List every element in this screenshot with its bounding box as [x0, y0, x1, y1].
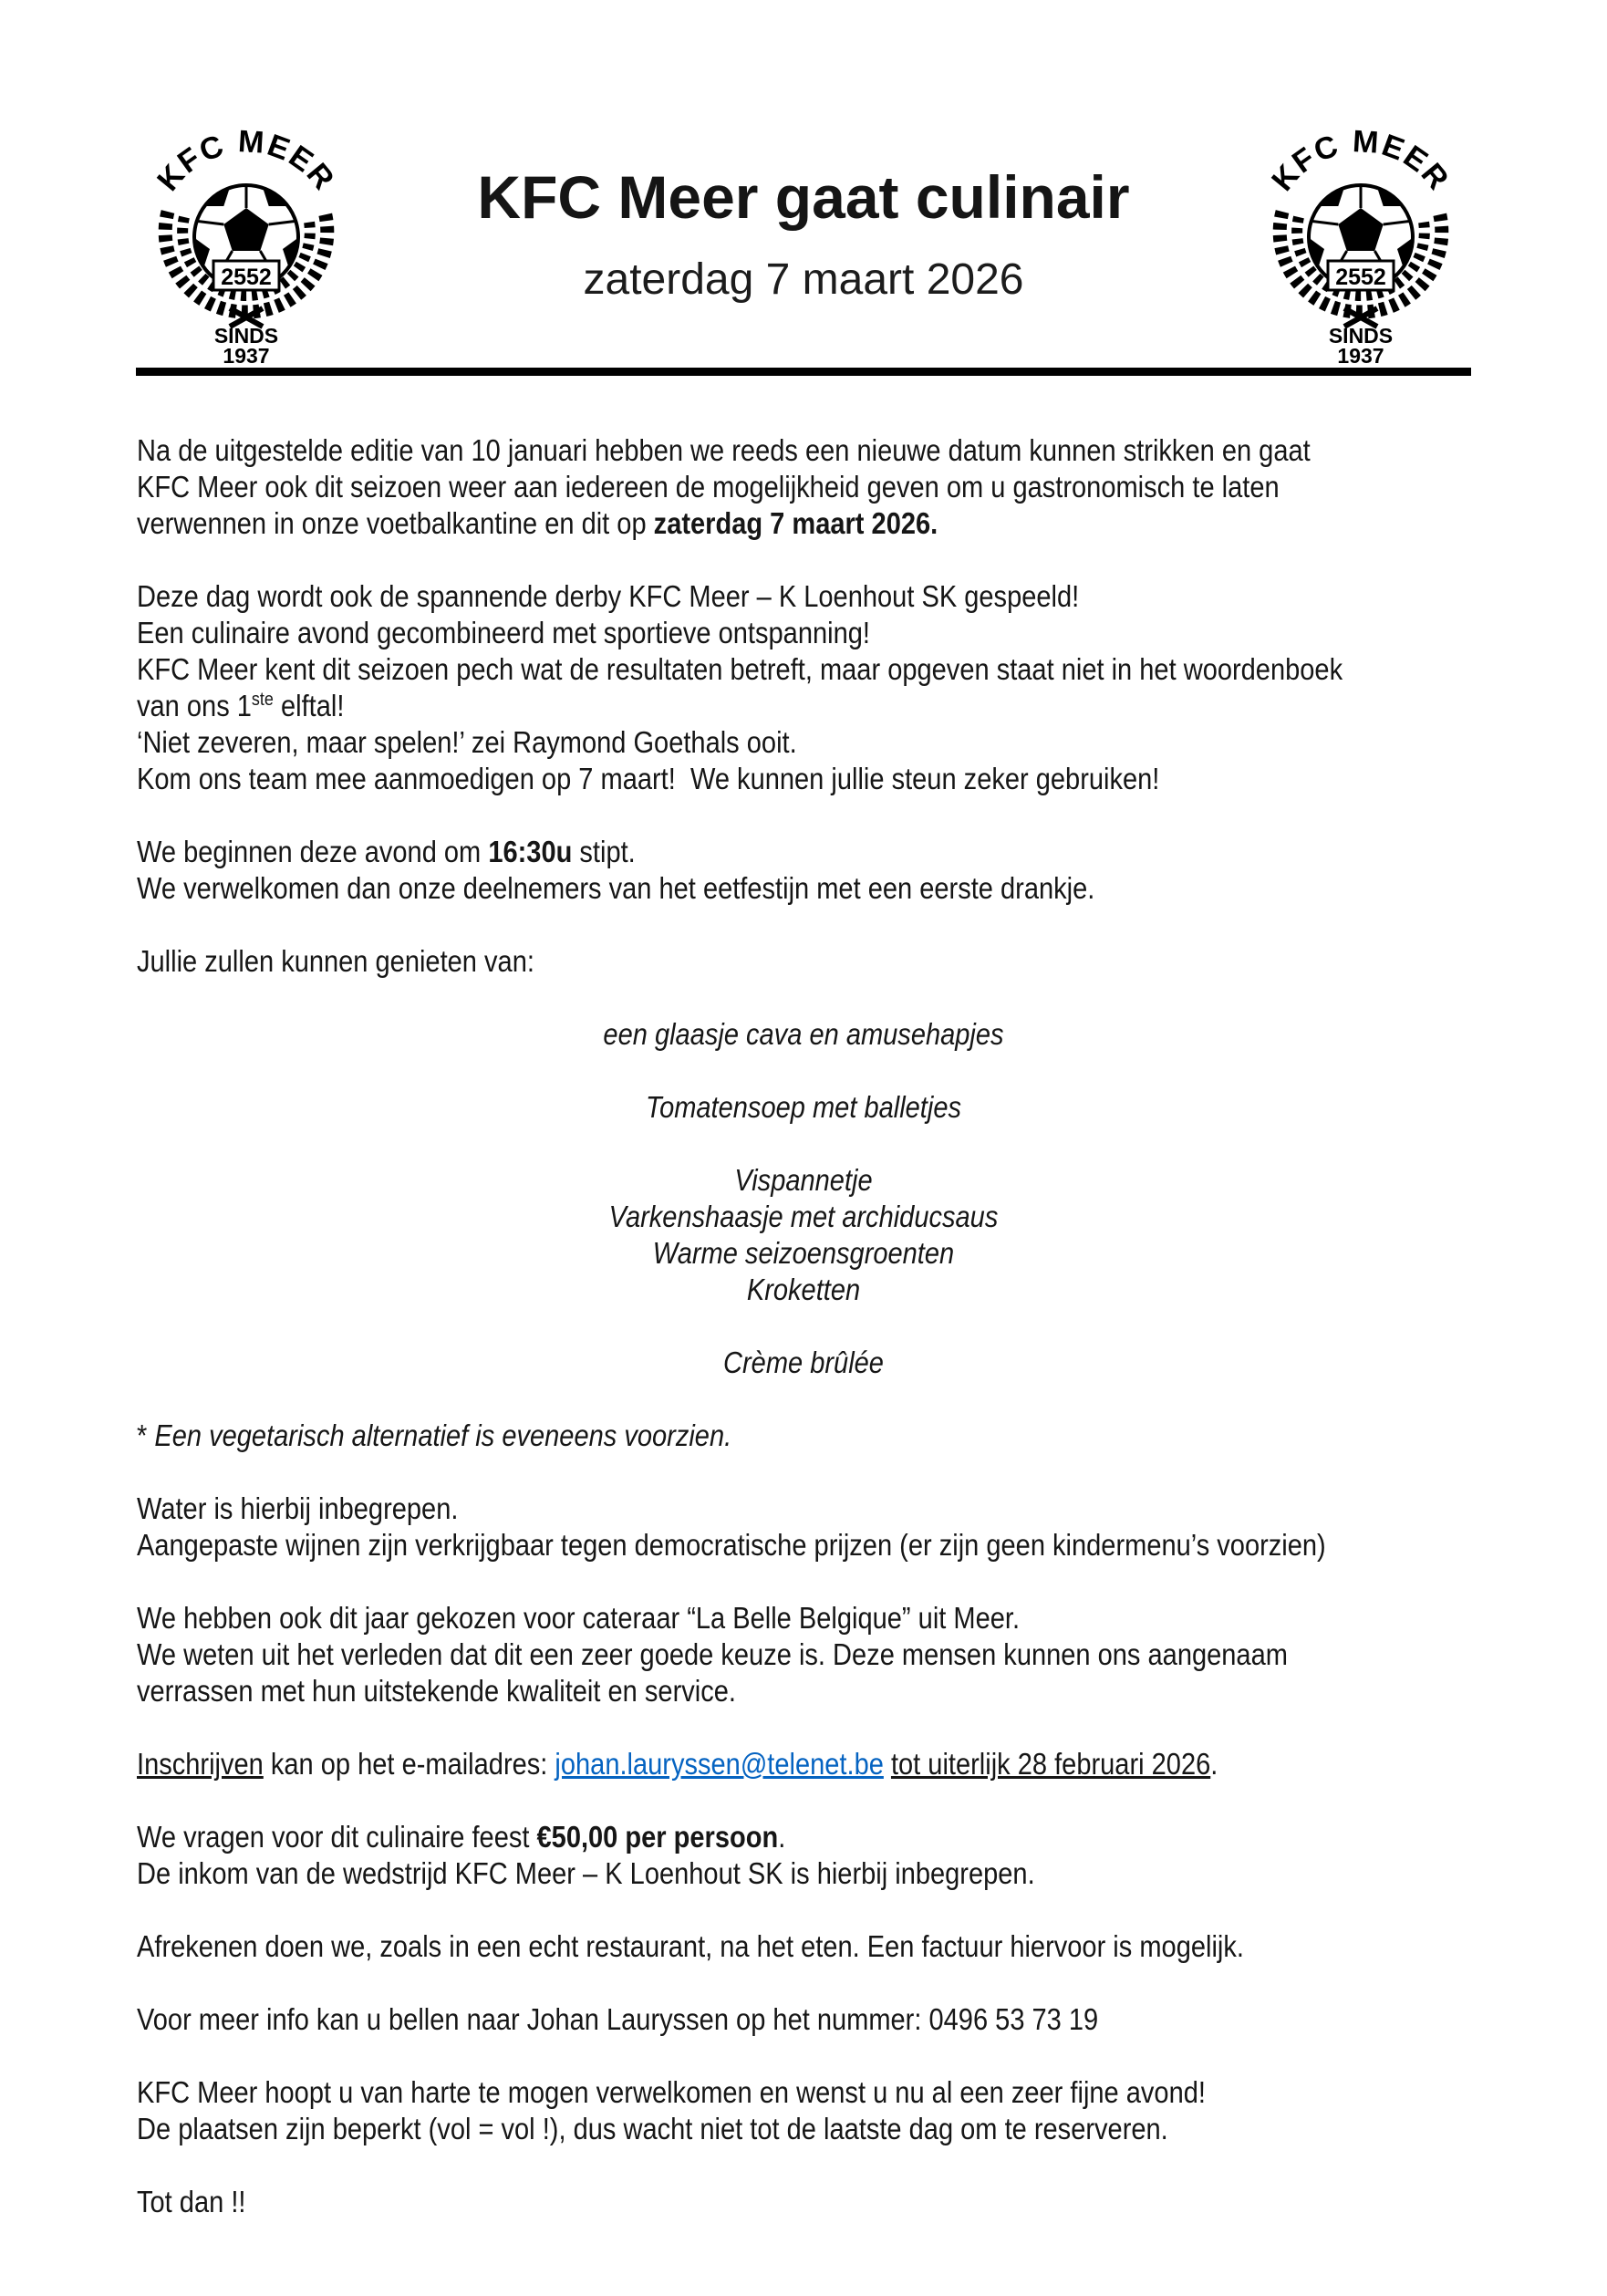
body-line: De inkom van de wedstrijd KFC Meer – K Loenhout SK is hierbij inbegrepen. [137, 1856, 1035, 1890]
registration-label: Inschrijven [137, 1747, 264, 1781]
vegetarian-note-text: Een vegetarisch alternatief is eveneens voorzien. [154, 1418, 732, 1452]
deadline-text: tot uiterlijk 28 februari 2026 [890, 1747, 1211, 1781]
menu-item-main: Varkenshaasje met archiducsaus [608, 1200, 999, 1233]
quote-line: ‘Niet zeveren, maar spelen!’ zei Raymond Goethals ooit. [137, 725, 797, 759]
menu-list [137, 1016, 1470, 1381]
body-line [137, 505, 1311, 542]
price-paragraph [137, 1819, 1470, 1892]
body-text: . [1210, 1747, 1218, 1781]
start-time-bold: 16:30u [488, 835, 573, 868]
body-line: KFC Meer hoopt u van harte te mogen verwelkomen en wenst u nu al een zeer fijne avond! [137, 2075, 1206, 2109]
body-text: stipt. [572, 835, 636, 868]
email-link[interactable]: johan.lauryssen@telenet.be [555, 1747, 884, 1781]
kfc-meer-crest-right-logo [1251, 102, 1470, 367]
page-title: KFC Meer gaat culinair [477, 163, 1130, 231]
body-line [137, 1746, 1311, 1782]
header [0, 0, 1607, 368]
body-text: . [778, 1820, 786, 1854]
menu-item-croquettes: Kroketten [746, 1273, 861, 1306]
header-divider-rule [136, 368, 1471, 376]
founding-year: 1937 [1337, 344, 1384, 367]
body-line: Na de uitgestelde editie van 10 januari hebben we reeds een nieuwe datum kunnen strikken en gaat [137, 433, 1311, 467]
club-number: 2552 [221, 265, 272, 290]
signoff-paragraph [137, 2184, 1470, 2220]
club-name-arc: KFC MEER [150, 124, 342, 198]
club-number: 2552 [1335, 265, 1386, 290]
letter-body [0, 376, 1607, 2220]
sinds-label: SINDS [1328, 324, 1394, 348]
closing-paragraph [137, 2074, 1470, 2147]
body-text [884, 1747, 891, 1781]
body-line: De plaatsen zijn beperkt (vol = vol !), dus wacht niet tot de laatste dag om te reserveren. [137, 2112, 1168, 2145]
caterer-paragraph [137, 1600, 1470, 1709]
start-time-paragraph [137, 834, 1470, 907]
body-line [137, 834, 1311, 870]
event-date-subtitle: zaterdag 7 maart 2026 [583, 255, 1024, 304]
payment-paragraph [137, 1928, 1470, 1965]
body-text: verwennen in onze voetbalkantine en dit op [137, 506, 654, 540]
body-line: Voor meer info kan u bellen naar Johan Lauryssen op het nummer: 0496 53 73 19 [137, 2002, 1099, 2036]
menu-intro-paragraph [137, 943, 1470, 980]
body-line [137, 688, 1311, 724]
body-line: KFC Meer kent dit seizoen pech wat de resultaten betreft, maar opgeven staat niet in het woordenboek [137, 652, 1343, 686]
derby-paragraph [137, 578, 1470, 797]
kfc-meer-crest-left-logo [137, 102, 356, 367]
registration-paragraph [137, 1746, 1470, 1782]
body-line: We verwelkomen dan onze deelnemers van het eetfestijn met een eerste drankje. [137, 871, 1095, 905]
club-name-arc: KFC MEER [1265, 124, 1457, 198]
menu-item-aperitif: een glaasje cava en amusehapjes [603, 1017, 1004, 1051]
body-line: verrassen met hun uitstekende kwaliteit en service. [137, 1674, 736, 1708]
body-line [137, 1819, 1311, 1855]
founding-year: 1937 [223, 344, 270, 367]
body-line: Een culinaire avond gecombineerd met sportieve ontspanning! [137, 616, 870, 649]
sinds-label: SINDS [213, 324, 279, 348]
body-text: van ons 1 [137, 689, 252, 722]
vegetarian-note [137, 1418, 1470, 1454]
drinks-paragraph [137, 1491, 1470, 1564]
body-text: We vragen voor dit culinaire feest [137, 1820, 537, 1854]
body-text: We beginnen deze avond om [137, 835, 489, 868]
body-line: We weten uit het verleden dat dit een zeer goede keuze is. Deze mensen kunnen ons aangenaam [137, 1637, 1288, 1671]
menu-item-dessert: Crème brûlée [723, 1345, 884, 1379]
price-bold: €50,00 per persoon [536, 1820, 779, 1854]
menu-item-vegetables: Warme seizoensgroenten [652, 1236, 955, 1270]
body-line: We hebben ook dit jaar gekozen voor cateraar “La Belle Belgique” uit Meer. [137, 1601, 1021, 1635]
menu-item-fish: Vispannetje [734, 1163, 873, 1197]
asterisk: * [137, 1418, 155, 1452]
body-text: elftal! [273, 689, 345, 722]
body-line: Deze dag wordt ook de spannende derby KFC Meer – K Loenhout SK gespeeld! [137, 579, 1080, 613]
event-date-bold: zaterdag 7 maart 2026. [653, 506, 938, 540]
intro-paragraph [137, 432, 1470, 542]
ordinal-superscript: ste [251, 689, 274, 710]
menu-item-soup: Tomatensoep met balletjes [645, 1090, 962, 1124]
body-line: Afrekenen doen we, zoals in een echt restaurant, na het eten. Een factuur hiervoor is mogelijk. [137, 1929, 1244, 1963]
body-line: Jullie zullen kunnen genieten van: [137, 944, 534, 978]
body-text: kan op het e-mailadres: [263, 1747, 555, 1781]
body-line [137, 1418, 1311, 1454]
contact-paragraph [137, 2001, 1470, 2038]
body-line: Tot dan !! [137, 2185, 246, 2218]
body-line: Aangepaste wijnen zijn verkrijgbaar tegen democratische prijzen (er zijn geen kindermenu’s voorzien) [137, 1528, 1326, 1562]
body-line: Water is hierbij inbegrepen. [137, 1491, 459, 1525]
body-line: Kom ons team mee aanmoedigen op 7 maart! We kunnen jullie steun zeker gebruiken! [137, 762, 1160, 795]
body-line: KFC Meer ook dit seizoen weer aan iedereen de mogelijkheid geven om u gastronomisch te laten [137, 470, 1280, 504]
